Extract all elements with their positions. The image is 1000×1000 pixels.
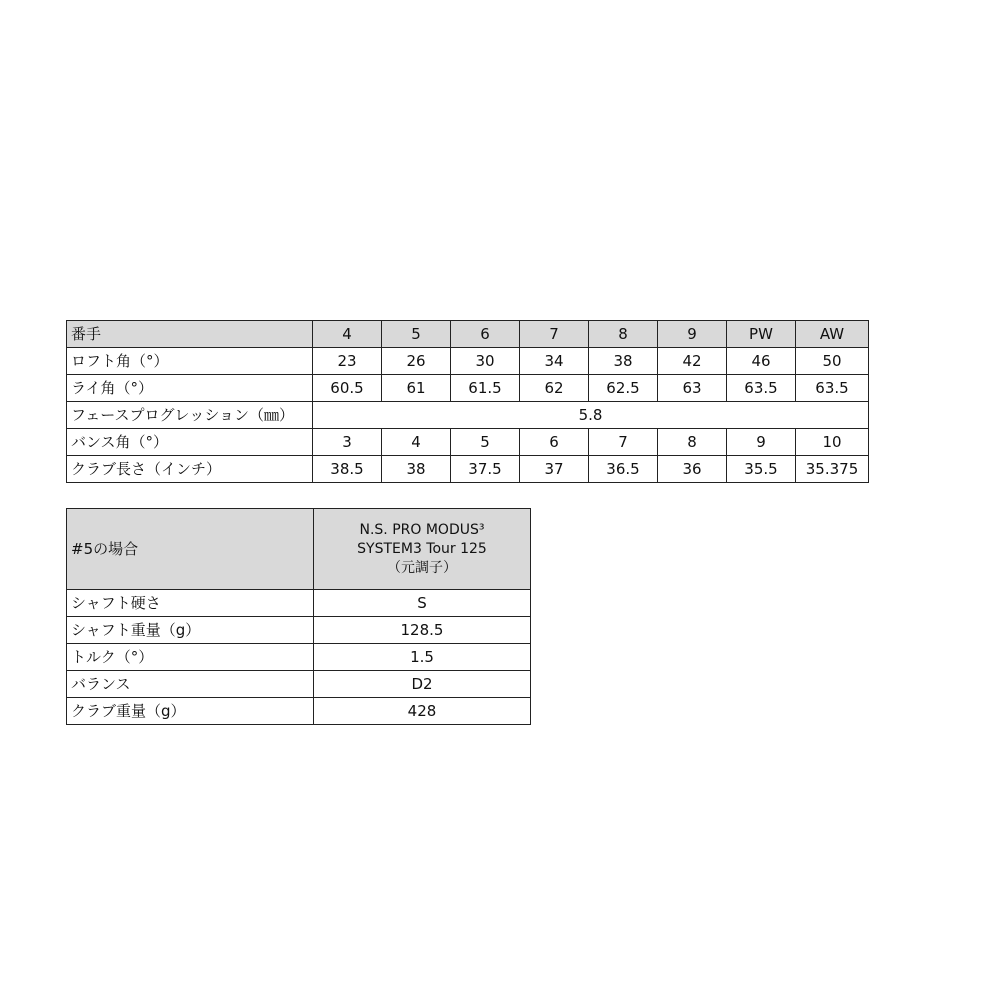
shaft-spec-table bbox=[66, 508, 531, 725]
shaft-model-line: SYSTEM3 Tour 125 bbox=[357, 540, 487, 557]
row-label: シャフト硬さ bbox=[67, 590, 314, 617]
table-row bbox=[67, 590, 531, 617]
value-cell: 63.5 bbox=[796, 375, 869, 402]
value-cell: 30 bbox=[451, 348, 520, 375]
value-cell: 62.5 bbox=[589, 375, 658, 402]
value-cell: 38 bbox=[382, 456, 451, 483]
club-spec-table bbox=[66, 320, 869, 483]
row-label: クラブ長さ（インチ） bbox=[67, 456, 313, 483]
value-cell: 38 bbox=[589, 348, 658, 375]
club-number-header: 6 bbox=[451, 321, 520, 348]
club-number-header: PW bbox=[727, 321, 796, 348]
value-cell: 46 bbox=[727, 348, 796, 375]
value-cell: 50 bbox=[796, 348, 869, 375]
value-cell: 6 bbox=[520, 429, 589, 456]
shaft-model-cell bbox=[314, 509, 531, 590]
value-cell: 9 bbox=[727, 429, 796, 456]
value-cell: 7 bbox=[589, 429, 658, 456]
value-cell: 428 bbox=[314, 698, 531, 725]
value-cell: D2 bbox=[314, 671, 531, 698]
value-cell: 35.375 bbox=[796, 456, 869, 483]
value-cell: 38.5 bbox=[313, 456, 382, 483]
row-label: シャフト重量（g） bbox=[67, 617, 314, 644]
header-label-cell: 番手 bbox=[67, 321, 313, 348]
value-cell: 23 bbox=[313, 348, 382, 375]
value-cell: 63 bbox=[658, 375, 727, 402]
club-number-header: 4 bbox=[313, 321, 382, 348]
club-number-header: 8 bbox=[589, 321, 658, 348]
table-row bbox=[67, 456, 869, 483]
value-cell: 34 bbox=[520, 348, 589, 375]
value-cell: 128.5 bbox=[314, 617, 531, 644]
table-row bbox=[67, 402, 869, 429]
value-cell: 1.5 bbox=[314, 644, 531, 671]
table-row bbox=[67, 348, 869, 375]
value-cell: 36.5 bbox=[589, 456, 658, 483]
table-row bbox=[67, 644, 531, 671]
value-cell: 63.5 bbox=[727, 375, 796, 402]
value-cell: 3 bbox=[313, 429, 382, 456]
table-row bbox=[67, 698, 531, 725]
value-cell: S bbox=[314, 590, 531, 617]
row-label: バンス角（°） bbox=[67, 429, 313, 456]
row-label: ロフト角（°） bbox=[67, 348, 313, 375]
value-cell: 4 bbox=[382, 429, 451, 456]
row-label: ライ角（°） bbox=[67, 375, 313, 402]
row-label: フェースプログレッション（㎜） bbox=[67, 402, 313, 429]
table-row bbox=[67, 375, 869, 402]
row-label: バランス bbox=[67, 671, 314, 698]
club-number-header: AW bbox=[796, 321, 869, 348]
value-cell: 61.5 bbox=[451, 375, 520, 402]
value-cell: 61 bbox=[382, 375, 451, 402]
value-cell: 5 bbox=[451, 429, 520, 456]
value-cell: 35.5 bbox=[727, 456, 796, 483]
shaft-model-line: （元調子） bbox=[387, 559, 457, 576]
club-number-header: 7 bbox=[520, 321, 589, 348]
value-cell: 36 bbox=[658, 456, 727, 483]
value-cell: 26 bbox=[382, 348, 451, 375]
value-cell: 37.5 bbox=[451, 456, 520, 483]
value-cell: 8 bbox=[658, 429, 727, 456]
table-row bbox=[67, 671, 531, 698]
header-row bbox=[67, 321, 869, 348]
row-label: トルク（°） bbox=[67, 644, 314, 671]
table-row bbox=[67, 617, 531, 644]
shaft-header-label: #5の場合 bbox=[67, 509, 314, 590]
value-cell: 62 bbox=[520, 375, 589, 402]
table-row bbox=[67, 429, 869, 456]
merged-value-cell: 5.8 bbox=[313, 402, 869, 429]
shaft-model-line: N.S. PRO MODUS³ bbox=[359, 521, 485, 538]
club-number-header: 9 bbox=[658, 321, 727, 348]
shaft-header-row bbox=[67, 509, 531, 590]
row-label: クラブ重量（g） bbox=[67, 698, 314, 725]
club-number-header: 5 bbox=[382, 321, 451, 348]
value-cell: 60.5 bbox=[313, 375, 382, 402]
value-cell: 42 bbox=[658, 348, 727, 375]
value-cell: 37 bbox=[520, 456, 589, 483]
value-cell: 10 bbox=[796, 429, 869, 456]
